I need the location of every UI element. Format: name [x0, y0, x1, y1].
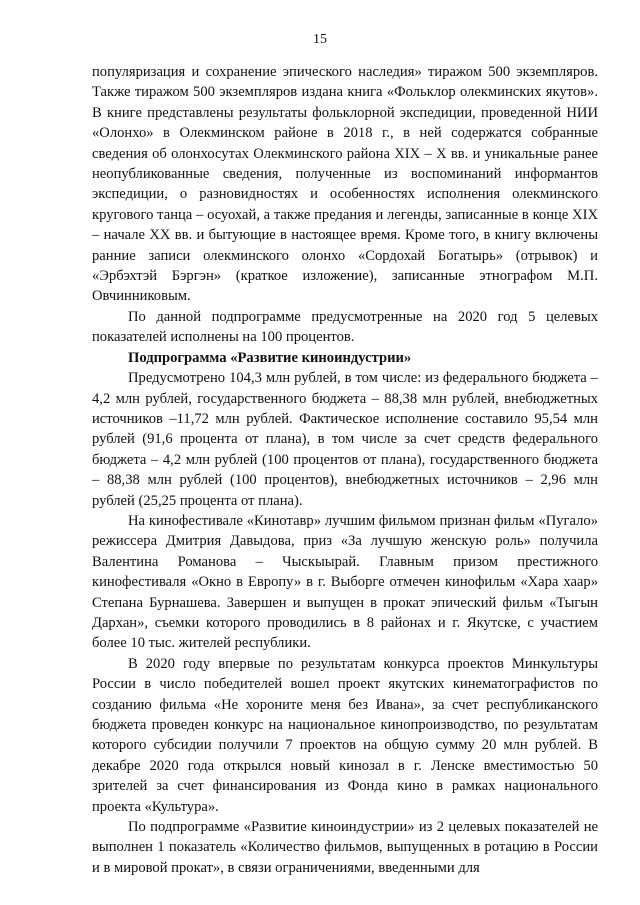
paragraph-indicators-summary: По данной подпрограмме предусмотренные на 2020 год 5 целевых показателей исполнены на 100 процентов. — [92, 308, 598, 346]
paragraph-film-festivals: На кинофестивале «Кинотавр» лучшим фильмом признан фильм «Пугало» режиссера Дмитрия Давыдова, приз «За лучшую женскую роль» получила Валентина Романова – Чыскыырай. Главным призом престижного кинофестиваля «Окно в Европу» в г. Выборге отмечен кинофильм «Хара хаар» Степана Бурнашева. Завершен и выпущен в прокат эпический фильм «Тыгын Дархан», съемки которого проводились в 8 районах и г. Якутске, с участием более 10 тыс. жителей республики. — [92, 512, 598, 652]
paragraph-budget: Предусмотрено 104,3 млн рублей, в том числе: из федерального бюджета – 4,2 млн рублей, государственного бюджета – 88,38 млн рублей, внебюджетных источников –11,72 млн рублей. Фактическое исполнение составило 95,54 млн рублей (91,6 процента от плана), в том числе за счет средств федерального бюджета – 4,2 млн рублей (100 процентов от плана), государственного бюджета – 88,38 млн рублей (100 процентов), внебюджетных источников – 2,96 млн рублей (25,25 процента от плана). — [92, 370, 598, 509]
page-number: 15 — [313, 32, 327, 47]
subprogram-heading: Подпрограмма «Развитие киноиндустрии» — [128, 349, 412, 366]
paragraph-competition: В 2020 году впервые по результатам конкурса проектов Минкультуры России в число победителей вошел проект якутских кинематографистов по созданию фильма «Не хороните меня без Ивана», за счет республиканского бюджета проведен конкурс на национальное кинопроизводство, по результатам которого субсидии получили 7 проектов на общую сумму 20 млн рублей. В декабре 2020 года открылся новый кинозал в г. Ленске вместимостью 50 зрителей за счет финансирования из Фонда кино в рамках национального проекта «Культура». — [92, 655, 598, 815]
paragraph-unfulfilled-indicator: По подпрограмме «Развитие киноиндустрии» из 2 целевых показателей не выполнен 1 показатель «Количество фильмов, выпущенных в ротацию в России и в мировой прокат», в связи ограничениями, введенными для — [92, 819, 598, 876]
document-body — [92, 62, 598, 878]
paragraph-folklore-book: популяризация и сохранение эпического наследия» тиражом 500 экземпляров. Также тиражом 500 экземпляров издана книга «Фольклор олекминских якутов». В книге представлены результаты фольклорной экспедиции, проведенной НИИ «Олонхо» в Олекминском районе в 2018 г., в ней содержатся собранные сведения об олонхосутах Олекминского района XIX – X вв. и уникальные ранее неопубликованные сведения, полученные из воспоминаний информантов экспедиции, о разновидностях и особенностях исполнения олекминского кругового танца – осуохай, а также предания и легенды, записанные в конце XIX – начале XX вв. и бытующие в настоящее время. Кроме того, в книгу включены ранние записи олекминского олонхо «Сордохай Богатырь» (отрывок) и «Эрбэхтэй Бэргэн» (краткое изложение), записанные этнографом М.П. Овчинниковым. — [92, 64, 598, 305]
